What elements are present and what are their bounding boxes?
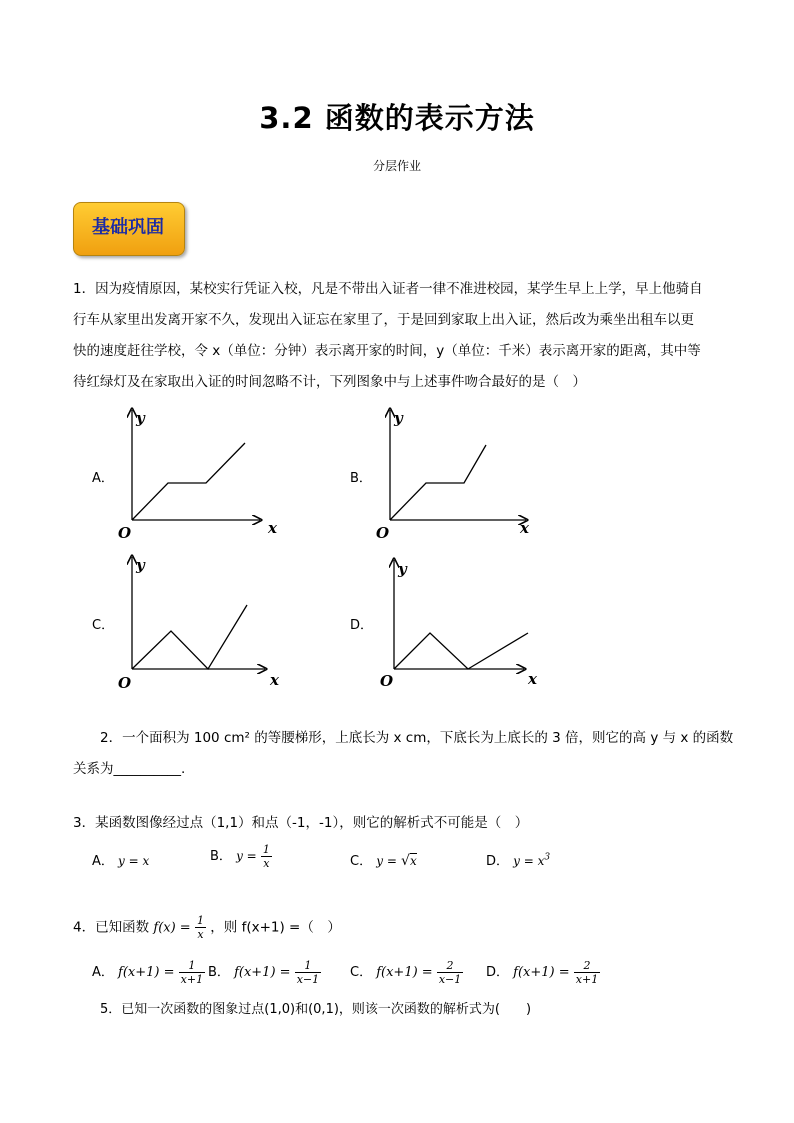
q4-option-b-lhs: f(x+1) = [234,965,291,980]
q4-function-fraction: $\frac{1}{x}$ [197,914,204,941]
q3-option-b-fraction: $\frac{1}{x}$ [262,843,270,870]
q4-option-c-lhs: f(x+1) = [376,965,433,980]
q4-option-d-lhs: f(x+1) = [513,965,570,980]
q4-prefix: 4．已知函数 [73,919,150,936]
q4-function-lhs: f(x) = [153,920,191,936]
q4-option-d-fraction: $\frac{2}{x+1}$ [575,959,599,986]
q4-option-a-lhs: f(x+1) = [118,965,175,980]
origin-label: O [380,672,394,690]
graph-path [394,633,528,669]
q3-stem: 3．某函数图像经过点（1,1）和点（-1，-1），则它的解析式不可能是（ ） [73,815,529,831]
y-axis-label: y [136,409,145,427]
q1-option-a-label: A． [92,471,114,486]
y-axis-label: y [398,560,407,578]
q3-option-d [486,850,550,869]
page-subtitle: 分层作业 [372,159,421,173]
q1-graph-d [372,552,552,692]
q2-line-2: 关系为__________. [73,761,186,777]
y-axis-label: y [136,556,145,574]
graph-path [132,605,247,669]
x-axis-label: x [520,519,529,537]
origin-label: O [118,524,132,540]
q4-option-a [92,959,205,986]
graph-path [390,445,486,520]
q2-line-1: 2．一个面积为 100 cm² 的等腰梯形，上底长为 x cm，下底长为上底长的 3 倍，则它的高 y 与 x 的函数 [100,730,734,746]
graph-path [132,443,245,520]
q3-option-c-lhs: y = [376,854,397,868]
x-axis-label: x [528,670,537,688]
q5-stem: 5．已知一次函数的图象过点(1,0)和(0,1)，则该一次函数的解析式为( ) [100,1002,532,1017]
origin-label: O [118,674,132,692]
q4-option-d [486,959,600,986]
q4-option-a-fraction: $\frac{1}{x+1}$ [180,959,204,986]
q4-option-c-label: C． [350,965,373,980]
q4-stem [73,914,341,941]
q1-line-3: 快的速度赶往学校，令 x（单位：分钟）表示离开家的时间，y（单位：千米）表示离开家的距离，其中等 [73,343,701,359]
origin-label: O [376,524,390,540]
q3-option-b-label: B． [210,849,232,864]
q3-option-a [92,850,149,869]
q3-option-d-expr: y = x [513,854,545,868]
q4-option-b-label: B． [208,965,230,980]
y-axis-label: y [394,409,403,427]
q3-option-d-label: D． [486,854,510,869]
q1-option-b-label: B． [350,471,372,486]
x-axis-label: x [270,671,279,689]
q3-option-c-label: C． [350,854,373,869]
q1-graph-c [110,552,290,692]
q4-option-b [208,959,321,986]
q4-mid: ，则 f(x+1) =（ ） [210,919,341,936]
x-axis-label: x [268,519,277,537]
q4-option-c [350,959,463,986]
q4-option-b-fraction: $\frac{1}{x-1}$ [296,959,320,986]
q3-option-d-exponent: 3 [544,852,551,863]
q4-option-c-fraction: $\frac{2}{x-1}$ [438,959,462,986]
q1-line-4: 待红绿灯及在家取出入证的时间忽略不计，下列图象中与上述事件吻合最好的是（ ） [73,374,586,390]
q1-line-2: 行车从家里出发离开家不久，发现出入证忘在家里了，于是回到家取上出入证，然后改为乘坐出租车以更 [73,312,694,328]
radical-sign: √ [401,853,410,869]
q3-option-a-label: A． [92,854,114,869]
q4-option-a-label: A． [92,965,114,980]
q3-option-c [350,850,417,869]
q1-option-d-label: D． [350,618,374,633]
section-badge-label: 基础巩固 [92,217,164,238]
q3-option-b [210,843,272,870]
page-title: 3.2 函数的表示方法 [259,101,535,135]
q3-option-b-lhs: y = [236,849,257,863]
q1-graph-b [368,405,548,540]
q1-option-c-label: C． [92,618,115,633]
q3-option-c-radicand: x [409,854,417,868]
q1-graph-a [110,405,290,540]
q3-option-a-expr: y = x [118,854,150,868]
q4-option-d-label: D． [486,965,510,980]
q1-line-1: 1．因为疫情原因，某校实行凭证入校，凡是不带出入证者一律不准进校园，某学生早上上学，早上他骑自 [73,281,703,297]
